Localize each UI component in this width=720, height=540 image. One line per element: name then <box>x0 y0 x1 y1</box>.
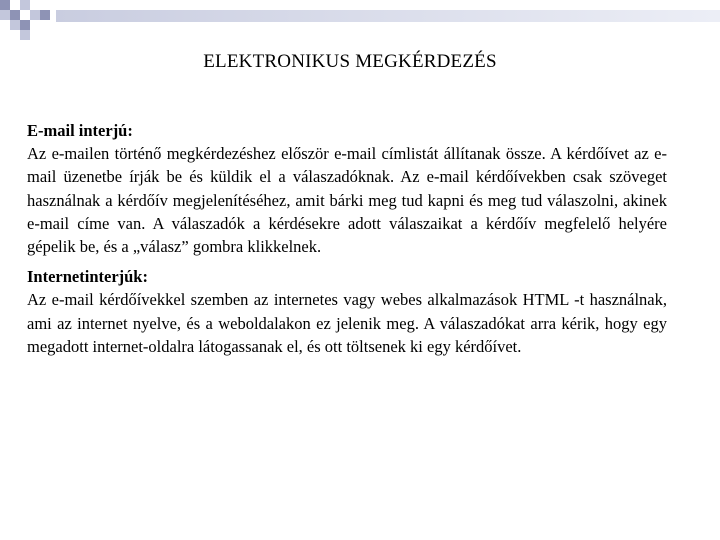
header-gradient-bar <box>56 10 720 22</box>
slide-title: ELEKTRONIKUS MEGKÉRDEZÉS <box>203 51 497 72</box>
deco-square <box>40 10 50 20</box>
section-body: Az e-mail kérdőívekkel szemben az internetes vagy webes alkalmazások HTML -t használnak, ami az internet nyelve, és a weboldalakon ez jelenik meg. A válaszadókat arra kérik, hogy egy megadott internet-oldalra látogassanak el, és ott töltsenek ki egy kérdőívet. <box>27 290 667 356</box>
deco-square <box>20 0 30 10</box>
deco-square <box>20 30 30 40</box>
deco-square <box>10 10 20 20</box>
deco-square <box>0 20 10 30</box>
header-decoration <box>0 0 720 44</box>
section-email-interview <box>27 119 667 258</box>
section-internet-interview <box>27 265 667 358</box>
deco-square <box>30 10 40 20</box>
section-heading: Internetinterjúk: <box>27 267 148 287</box>
slide-content <box>27 119 667 358</box>
deco-square <box>0 0 10 10</box>
deco-square <box>0 10 10 20</box>
deco-square <box>10 20 20 30</box>
deco-square <box>10 0 20 10</box>
deco-square <box>20 10 30 20</box>
section-heading: E-mail interjú: <box>27 121 133 140</box>
deco-square <box>20 20 30 30</box>
section-body: Az e-mailen történő megkérdezéshez először e-mail címlistát állítanak össze. A kérdőívet az e-mail üzenetbe írják be és küldik el a válaszadóknak. Az e-mail kérdőívekben csak szöveget használnak a kérdőív megjelenítéséhez, amit bárki meg tud kapni és meg tud válaszolni, akinek e-mail címe van. A válaszadók a kérdésekre adott válaszaikat a kérdőív megfelelő helyére gépelik be, és a „válasz” gombra klikkelnek. <box>27 144 667 257</box>
